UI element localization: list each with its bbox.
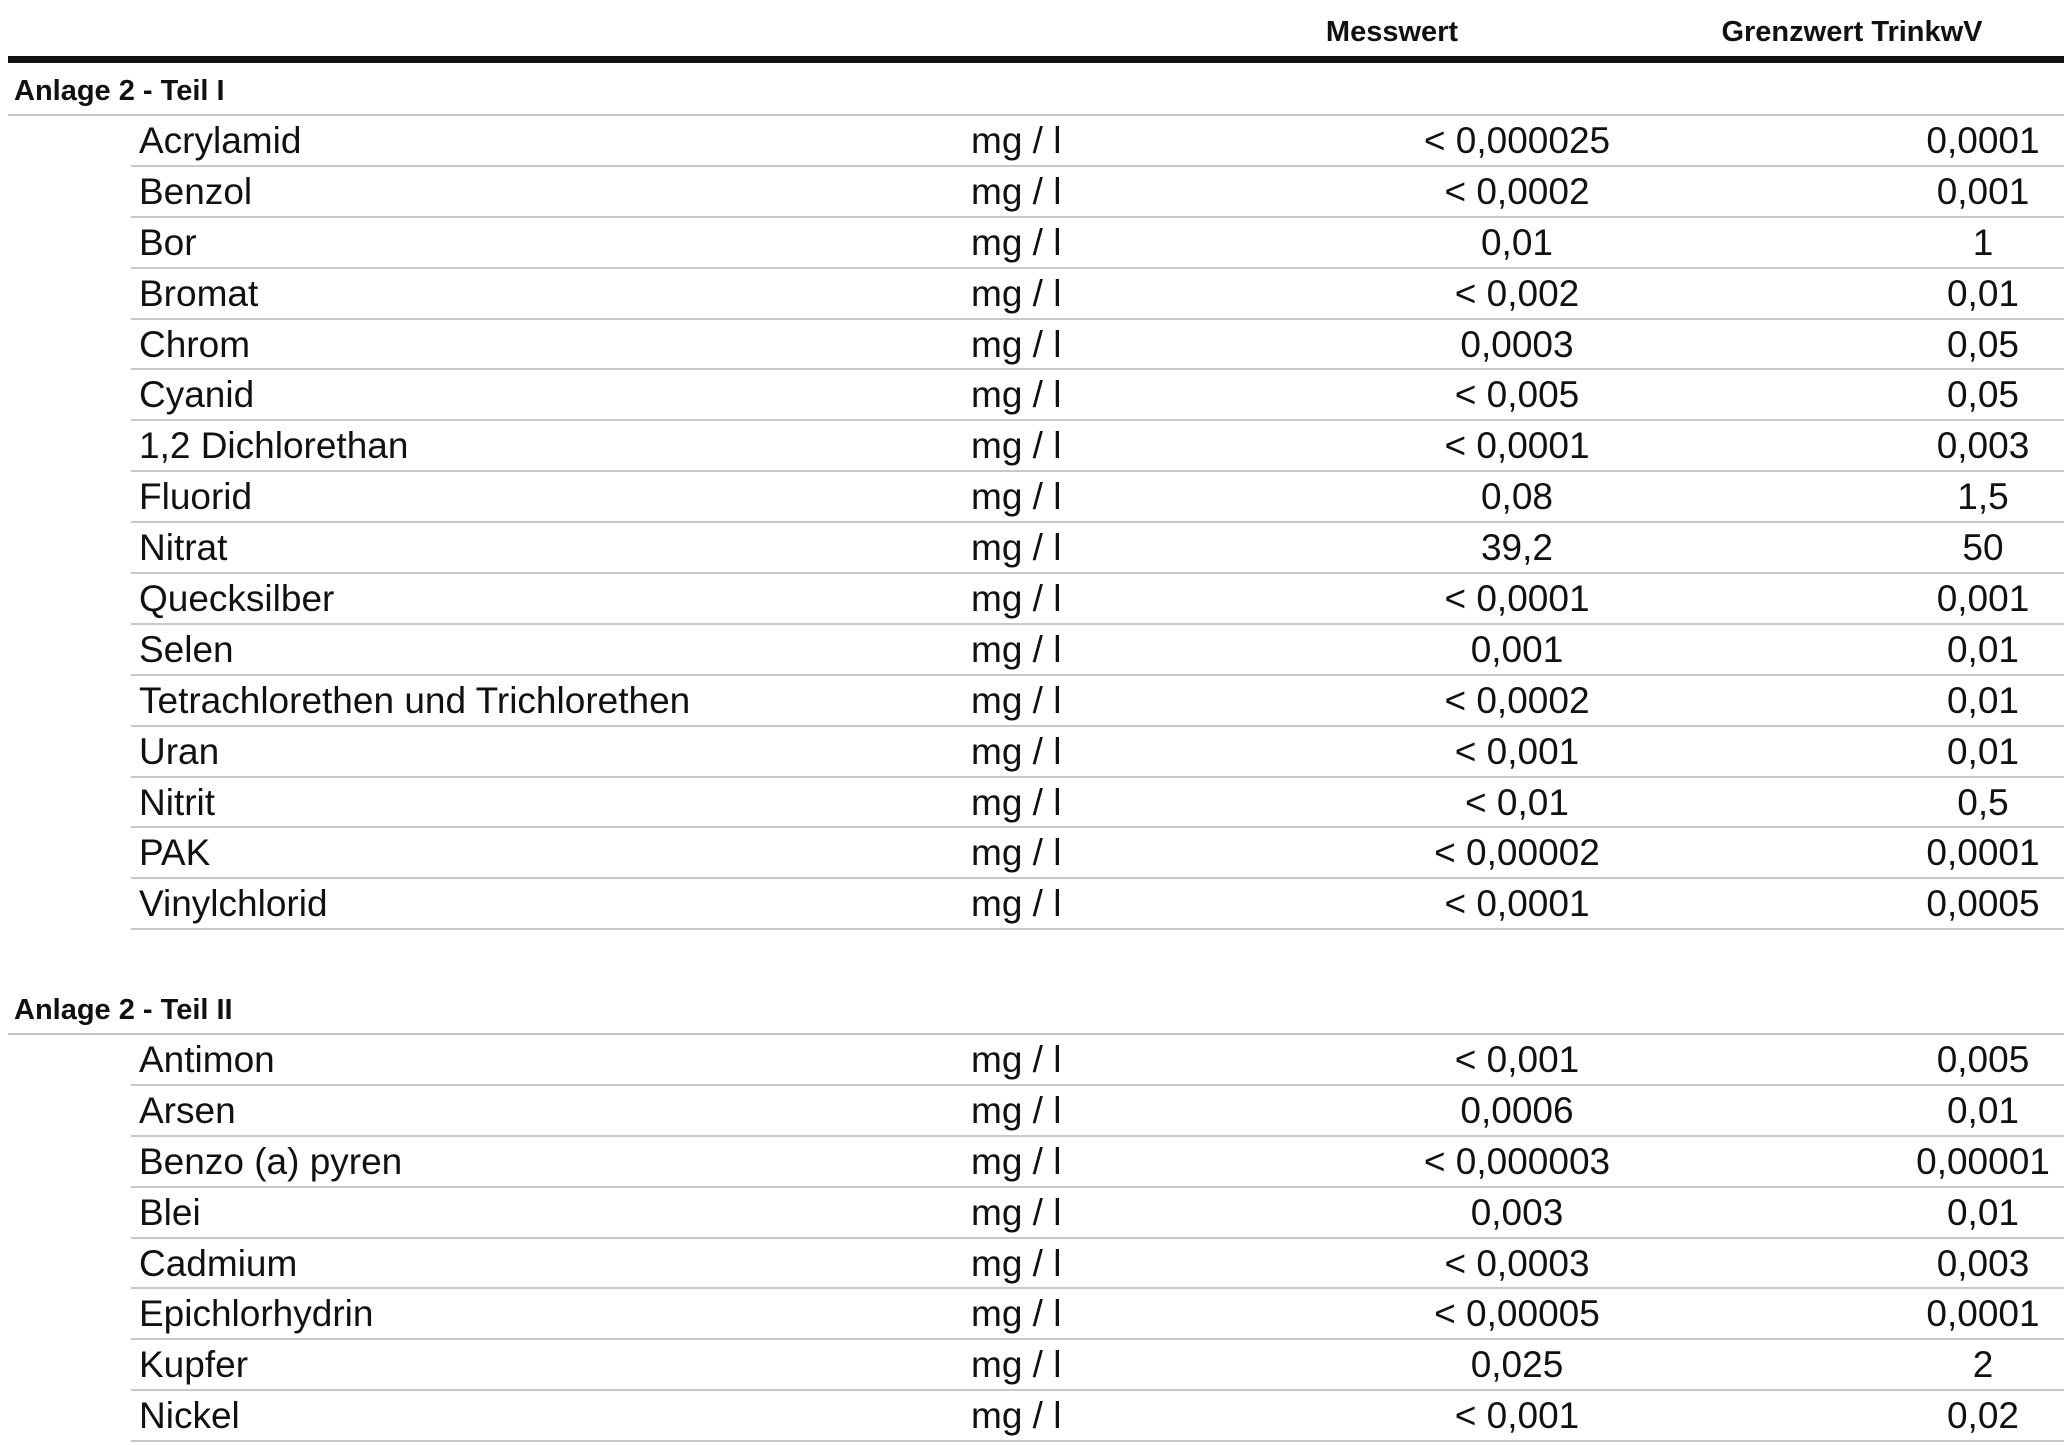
grenzwert-cell: 0,0005 [1926,883,2040,925]
messwert-cell: 0,08 [1480,476,1553,518]
unit-cell: mg / l [971,628,1062,670]
grenzwert-cell: 0,01 [1946,1191,2019,1233]
table-row [131,1035,2064,1086]
table-row [131,320,2064,371]
unit-cell: mg / l [971,476,1062,518]
unit-cell: mg / l [971,425,1062,467]
messwert-cell: 39,2 [1480,527,1553,569]
grenzwert-cell: 0,01 [1946,679,2019,721]
parameter-name: Tetrachlorethen und Trichlorethen [139,679,691,721]
grenzwert-cell: 0,01 [1946,628,2019,670]
unit-cell: mg / l [971,221,1062,263]
parameter-name: Kupfer [139,1344,249,1386]
unit-cell: mg / l [971,578,1062,620]
messwert-cell: < 0,001 [1454,730,1580,772]
grenzwert-cell: 1 [1972,221,1994,263]
unit-cell: mg / l [971,1395,1062,1437]
table-row [131,218,2064,269]
grenzwert-cell: 0,003 [1936,425,2030,467]
parameter-name: Nitrit [139,781,216,823]
table-row [131,116,2064,167]
unit-cell: mg / l [971,883,1062,925]
messwert-cell: < 0,00005 [1434,1293,1600,1335]
grenzwert-cell: 0,005 [1936,1039,2030,1080]
table-row [131,1086,2064,1137]
table-row [131,370,2064,421]
parameter-name: PAK [139,832,211,874]
grenzwert-cell: 0,05 [1946,374,2019,416]
grenzwert-cell: 1,5 [1957,476,2009,518]
unit-cell: mg / l [971,832,1062,874]
grenzwert-cell: 0,0001 [1926,1293,2040,1335]
unit-cell: mg / l [971,374,1062,416]
table-row [131,625,2064,676]
column-header-grenzwert: Grenzwert TrinkwV [1721,16,1983,48]
parameter-name: Arsen [139,1089,236,1131]
parameter-name: Nickel [139,1395,240,1437]
table-row [131,727,2064,778]
unit-cell: mg / l [971,781,1062,823]
grenzwert-cell: 0,05 [1946,323,2019,365]
parameter-name: Cadmium [139,1242,298,1284]
parameter-name: Cyanid [139,374,255,416]
grenzwert-cell: 0,0001 [1926,832,2040,874]
table-row [131,1289,2064,1340]
messwert-cell: < 0,001 [1454,1039,1580,1080]
unit-cell: mg / l [971,679,1062,721]
unit-cell: mg / l [971,730,1062,772]
grenzwert-cell: 0,01 [1946,272,2019,314]
grenzwert-cell: 0,5 [1957,781,2009,823]
parameter-name: Quecksilber [139,578,335,620]
messwert-cell: < 0,000025 [1423,120,1611,161]
parameter-name: Selen [139,628,234,670]
messwert-cell: < 0,0003 [1444,1242,1590,1284]
parameter-name: Benzol [139,170,253,212]
messwert-cell: 0,003 [1470,1191,1564,1233]
table-row [131,574,2064,625]
unit-cell: mg / l [971,1039,1062,1080]
header-rule [8,56,2064,63]
table-row [131,167,2064,218]
parameter-name: Benzo (a) pyren [139,1140,403,1182]
parameter-name: Vinylchlorid [139,883,328,925]
messwert-cell: < 0,001 [1454,1395,1580,1437]
unit-cell: mg / l [971,272,1062,314]
table-row [131,778,2064,829]
parameter-name: Bromat [139,272,259,314]
unit-cell: mg / l [971,1293,1062,1335]
table-row [131,1239,2064,1290]
parameter-name: 1,2 Dichlorethan [139,425,409,467]
section-rows [0,116,2064,930]
grenzwert-cell: 2 [1972,1344,1994,1386]
section-title: Anlage 2 - Teil II [14,994,233,1026]
messwert-cell: 0,0003 [1460,323,1574,365]
column-header-messwert: Messwert [1325,16,1459,48]
unit-cell: mg / l [971,1344,1062,1386]
table-row [131,1391,2064,1442]
messwert-cell: < 0,002 [1454,272,1580,314]
grenzwert-cell: 0,003 [1936,1242,2030,1284]
table-row [131,421,2064,472]
messwert-cell: < 0,000003 [1423,1140,1611,1182]
messwert-cell: < 0,0001 [1444,578,1590,620]
table-row [131,1188,2064,1239]
parameter-name: Uran [139,730,220,772]
parameter-name: Bor [139,221,197,263]
unit-cell: mg / l [971,1140,1062,1182]
parameter-name: Fluorid [139,476,253,518]
messwert-cell: < 0,00002 [1434,832,1600,874]
unit-cell: mg / l [971,323,1062,365]
grenzwert-cell: 0,0001 [1926,120,2040,161]
messwert-cell: < 0,01 [1465,781,1569,823]
grenzwert-cell: 50 [1962,527,2004,569]
table-row [131,472,2064,523]
unit-cell: mg / l [971,120,1062,161]
grenzwert-cell: 0,00001 [1916,1140,2050,1182]
messwert-cell: < 0,0002 [1444,170,1590,212]
messwert-cell: 0,0006 [1460,1089,1574,1131]
messwert-cell: < 0,0001 [1444,425,1590,467]
table-row [131,1137,2064,1188]
messwert-cell: < 0,005 [1454,374,1580,416]
grenzwert-cell: 0,01 [1946,1089,2019,1131]
table-row [131,269,2064,320]
table-row [131,879,2064,930]
parameter-name: Acrylamid [139,120,302,161]
table-row [131,1340,2064,1391]
messwert-cell: < 0,0002 [1444,679,1590,721]
parameter-name: Nitrat [139,527,228,569]
grenzwert-cell: 0,001 [1936,578,2030,620]
table-row [131,676,2064,727]
grenzwert-cell: 0,02 [1946,1395,2019,1437]
parameter-name: Epichlorhydrin [139,1293,374,1335]
unit-cell: mg / l [971,170,1062,212]
grenzwert-cell: 0,001 [1936,170,2030,212]
parameter-name: Antimon [139,1039,275,1080]
messwert-cell: 0,01 [1480,221,1553,263]
unit-cell: mg / l [971,527,1062,569]
grenzwert-cell: 0,01 [1946,730,2019,772]
unit-cell: mg / l [971,1242,1062,1284]
section-rows [0,1035,2064,1442]
unit-cell: mg / l [971,1089,1062,1131]
messwert-cell: 0,025 [1470,1344,1564,1386]
parameter-name: Chrom [139,323,251,365]
messwert-cell: 0,001 [1470,628,1564,670]
table-row [131,523,2064,574]
unit-cell: mg / l [971,1191,1062,1233]
parameter-name: Blei [139,1191,201,1233]
messwert-cell: < 0,0001 [1444,883,1590,925]
section-title: Anlage 2 - Teil I [14,75,225,107]
table-row [131,828,2064,879]
